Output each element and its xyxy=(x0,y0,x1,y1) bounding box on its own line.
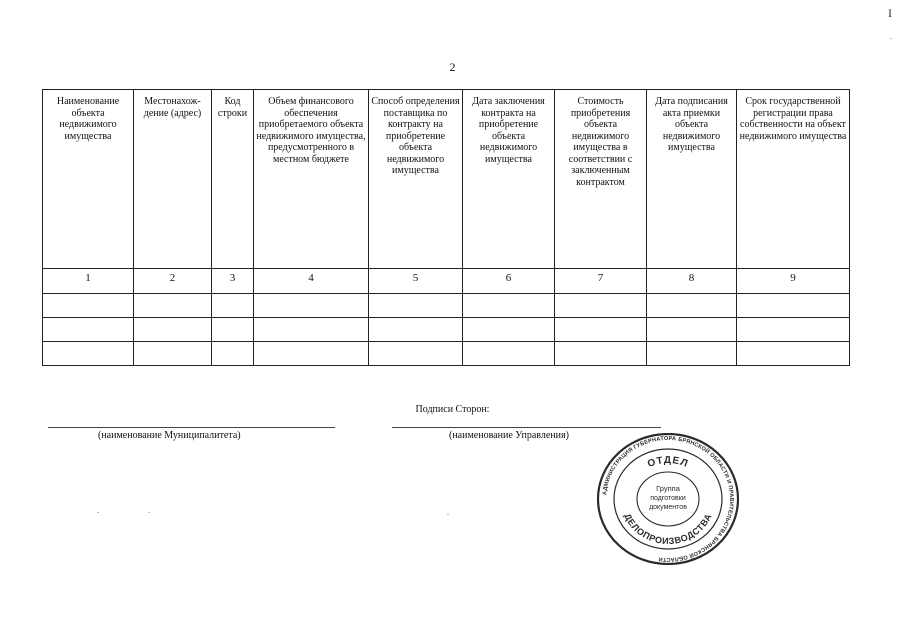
table-row xyxy=(43,342,850,366)
table-cell xyxy=(212,342,254,366)
municipality-signature-line xyxy=(48,427,335,428)
table-cell xyxy=(737,342,850,366)
header-supplier-method: Способ определения поставщика по контракту на приобретение объекта недвижимого имущества xyxy=(369,90,463,269)
table-row xyxy=(43,318,850,342)
scan-speck xyxy=(447,514,449,515)
column-number: 9 xyxy=(737,269,850,294)
stamp-center-line: Группа xyxy=(656,484,680,493)
table-cell xyxy=(43,318,134,342)
header-contract-date: Дата заключения контракта на приобретение объекта недвижимого имущества xyxy=(463,90,555,269)
table-cell xyxy=(134,294,212,318)
table-cell xyxy=(647,318,737,342)
page-number: 2 xyxy=(449,60,456,74)
table-cell xyxy=(555,318,647,342)
table-cell xyxy=(369,294,463,318)
table-cell xyxy=(212,294,254,318)
column-number: 1 xyxy=(43,269,134,294)
table-cell xyxy=(647,294,737,318)
table-cell xyxy=(134,342,212,366)
table-cell xyxy=(647,342,737,366)
table-cell xyxy=(254,342,369,366)
table-cell xyxy=(737,318,850,342)
table-cell xyxy=(555,294,647,318)
table-cell xyxy=(737,294,850,318)
header-acceptance-date: Дата подписания акта приемки объекта недвижимого имущества xyxy=(647,90,737,269)
table-cell xyxy=(254,294,369,318)
table-cell xyxy=(254,318,369,342)
table-cell xyxy=(369,318,463,342)
scan-speck xyxy=(148,512,150,513)
stamp-graphic xyxy=(597,433,739,565)
stamp-center-line: подготовки xyxy=(650,495,686,502)
table-cell xyxy=(463,318,555,342)
table-cell xyxy=(134,318,212,342)
column-number-row xyxy=(43,269,850,294)
department-caption: (наименование Управления) xyxy=(449,430,569,441)
department-signature-line xyxy=(392,427,661,428)
municipality-caption: (наименование Муниципалитета) xyxy=(98,430,241,441)
scan-speck xyxy=(890,38,892,39)
column-number: 2 xyxy=(134,269,212,294)
column-number: 4 xyxy=(254,269,369,294)
scan-speck xyxy=(97,512,99,513)
table-cell xyxy=(369,342,463,366)
header-object-name: Наименование объекта недвижимого имущества xyxy=(43,90,134,269)
header-financing-volume: Объем финансового обеспечения приобретаемого объекта недвижимого имущества, предусмотренного в местном бюджете xyxy=(254,90,369,269)
header-acquisition-cost: Стоимость приобретения объекта недвижимого имущества в соответствии с заключенным контрактом xyxy=(555,90,647,269)
official-stamp xyxy=(597,433,739,565)
signatures-title: Подписи Сторон: xyxy=(415,404,490,415)
column-number: 5 xyxy=(369,269,463,294)
stamp-outer-text: АДМИНИСТРАЦИЯ ГУБЕРНАТОРА БРЯНСКОЙ ОБЛАСТИ И ПРАВИТЕЛЬСТВА БРЯНСКОЙ ОБЛАСТИ xyxy=(602,435,735,563)
column-number: 7 xyxy=(555,269,647,294)
stamp-department-top: ОТДЕЛ xyxy=(646,454,690,471)
header-location: Местонахож-дение (адрес) xyxy=(134,90,212,269)
table-cell xyxy=(463,294,555,318)
table-row xyxy=(43,294,850,318)
table-cell xyxy=(555,342,647,366)
table-cell xyxy=(43,294,134,318)
column-number: 8 xyxy=(647,269,737,294)
header-registration-term: Срок государственной регистрации права собственности на объект недвижимого имущества xyxy=(737,90,850,269)
table-cell xyxy=(463,342,555,366)
stamp-department-bottom: ДЕЛОПРОИЗВОДСТВА xyxy=(622,511,714,547)
header-row-code: Код строки xyxy=(212,90,254,269)
stamp-center-line: документов xyxy=(649,504,687,511)
column-number: 3 xyxy=(212,269,254,294)
property-table xyxy=(42,89,850,366)
table-cell xyxy=(212,318,254,342)
table-cell xyxy=(43,342,134,366)
column-number: 6 xyxy=(463,269,555,294)
table-header-row xyxy=(43,90,850,269)
corner-mark: I xyxy=(888,6,892,20)
